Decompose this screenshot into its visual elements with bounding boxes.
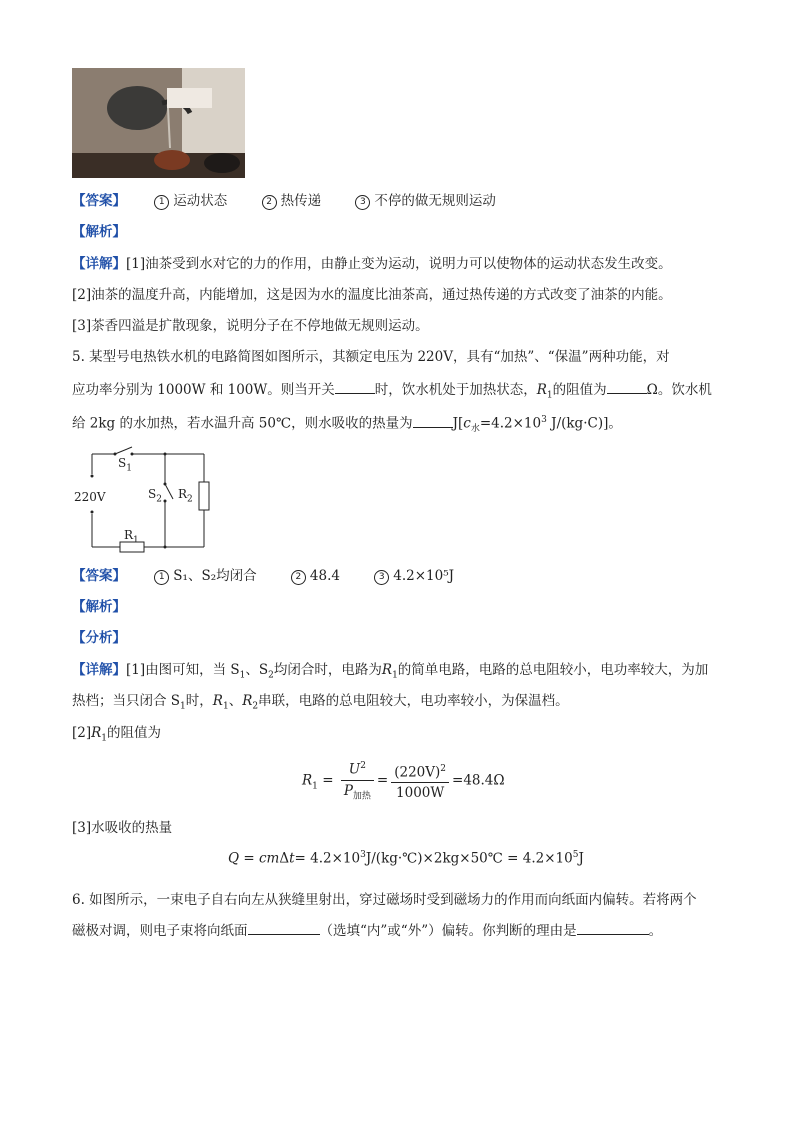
answer-tag: 【答案】 [72,193,126,209]
q5-line-2: 应功率分别为 1000W 和 100W。则当开关 时，饮水机处于加热状态，$R_1$的阻值为 Ω。饮水机 [72,379,712,406]
q4-answer-3: 3 不停的做无规则运动 [355,191,496,211]
q5-answer-1: 1 S₁、S₂均闭合 [154,566,256,586]
q6-line-2: 磁极对调，则电子束将向纸面 （选填“内”或“外”）偏转。你判断的理由是 。 [72,920,662,941]
q4-detail-3: [3]茶香四溢是扩散现象，说明分子在不停地做无规则运动。 [72,318,429,334]
formula-resistance: $R_1$ = $\frac{U^2}{P_{加热}}$ = $\frac{(220V)^2}{1000W}$ =48.4Ω [302,756,505,806]
q5-analysis-tag: 【解析】 [72,599,126,615]
q5-detail-4: [3]水吸收的热量 [72,820,173,836]
q5-fenxi-tag: 【分析】 [72,630,126,646]
formula-heat: $Q = cm\Delta t= 4.2\times 10^3J/(kg\cdot℃)\times 2kg\times 50℃ = 4.2\times 10^5J$ [228,850,584,867]
q4-answer-1: 1 运动状态 [154,191,227,211]
teapot-photo [72,68,245,178]
q6-line-1: 6. 如图所示，一束电子自右向左从狭缝里射出，穿过磁场时受到磁场力的作用而向纸面内偏转。若将两个 [72,892,697,908]
q5-answer-2: 2 48.4 [291,566,340,586]
q5-detail-2: 热档；当只闭合 $S_1$时，$R_1$、$R_2$串联，电路的总电阻较大，电功率较小，为保温档。 [72,693,569,712]
r2-label: $R_2$ [178,487,193,505]
circuit-diagram [70,444,220,554]
voltage-label: 220V [74,490,106,504]
q5-detail-3: $[2]R_1$的阻值为 [72,725,162,744]
q5-line-3: 给 2kg 的水加热，若水温升高 50℃，则水吸收的热量为 $J[c_水=4.2\times 10^3$ J/(kg·C)]。 [72,410,622,439]
q5-detail-1: 【详解】[1]由图可知，当 $S_1$、$S_2$均闭合时，电路为$R_1$的简单电路，电路的总电阻较小，电功率较大，为加 [72,662,709,681]
q5-line-1: 5. 某型号电热铁水机的电路简图如图所示，其额定电压为 220V，具有“加热”、“保温”两种功能，对 [72,349,670,365]
q4-detail-2: [2]油茶的温度升高，内能增加，这是因为水的温度比油茶高，通过热传递的方式改变了油茶的内能。 [72,287,672,303]
q4-analysis-line: 【解析】 [72,224,126,240]
q4-answer-2: 2 热传递 [262,191,322,211]
s2-label: $S_2$ [148,487,162,505]
r1-label: $R_1$ [124,528,139,546]
q4-detail-1: 【详解】[1]油茶受到水对它的力的作用，由静止变为运动，说明力可以使物体的运动状态发生改变。 [72,256,672,272]
q4-answer-line [72,191,496,211]
q5-answer-3: 3 4.2×10⁵J [374,566,454,586]
q5-answer-line: 【答案】 1 S₁、S₂均闭合 2 48.4 3 4.2×10⁵J [72,568,455,584]
s1-label: $S_1$ [118,456,132,474]
